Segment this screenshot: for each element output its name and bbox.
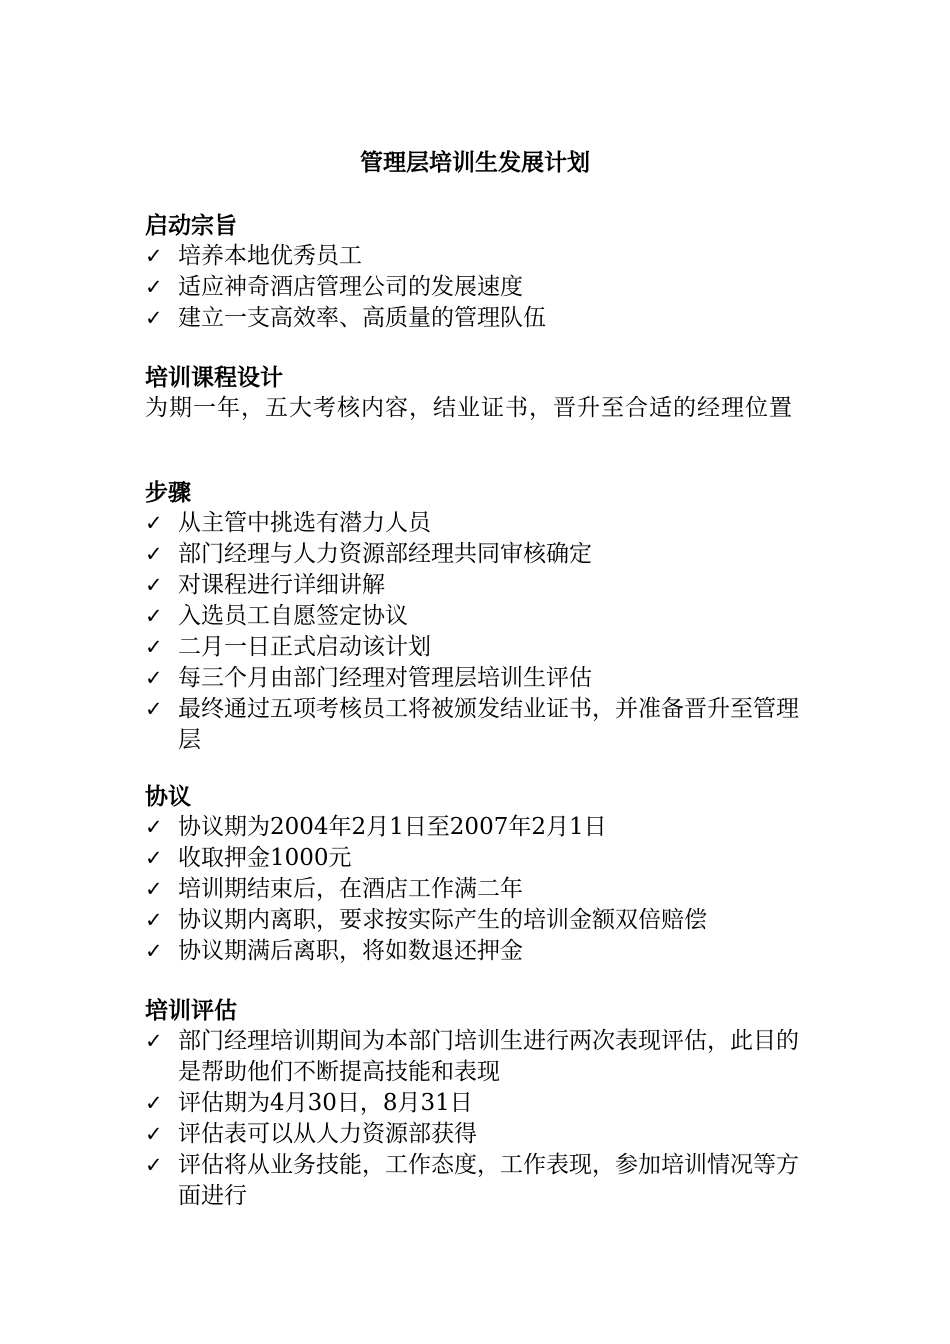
list-item-text: 入选员工自愿签定协议 <box>178 603 408 629</box>
section-heading: 启动宗旨 <box>145 212 237 239</box>
list-item-text: 建立一支高效率、高质量的管理队伍 <box>178 305 546 331</box>
checkmark-icon: ✓ <box>145 1122 163 1146</box>
list-item-text: 协议期内离职，要求按实际产生的培训金额双倍赔偿 <box>178 907 707 933</box>
section-course-design <box>145 362 815 424</box>
checkmark-icon: ✓ <box>145 306 163 330</box>
list-item <box>145 241 815 272</box>
list-item <box>145 1119 815 1150</box>
list-item <box>145 632 815 663</box>
list-item-text: 评估表可以从人力资源部获得 <box>178 1121 477 1147</box>
list-item <box>145 1150 815 1212</box>
list-item <box>145 936 815 967</box>
checkmark-icon: ✓ <box>145 815 163 839</box>
checkmark-icon: ✓ <box>145 1091 163 1115</box>
section-steps <box>145 477 815 756</box>
checkmark-icon: ✓ <box>145 877 163 901</box>
list-item-text: 协议期为2004年2月1日至2007年2月1日 <box>178 814 607 840</box>
list-item-text: 评估期为4月30日，8月31日 <box>178 1090 473 1116</box>
list-item <box>145 539 815 570</box>
list-item-text: 协议期满后离职，将如数退还押金 <box>178 938 523 964</box>
checkmark-icon: ✓ <box>145 666 163 690</box>
list-item <box>145 905 815 936</box>
section-paragraph: 为期一年，五大考核内容，结业证书，晋升至合适的经理位置 <box>145 395 793 421</box>
list-item-text: 每三个月由部门经理对管理层培训生评估 <box>178 665 592 691</box>
list-item <box>145 812 815 843</box>
checkmark-icon: ✓ <box>145 275 163 299</box>
list-item-text: 收取押金1000元 <box>178 845 352 871</box>
list-item-text: 对课程进行详细讲解 <box>178 572 385 598</box>
list-item <box>145 570 815 601</box>
section-heading: 协议 <box>145 783 191 810</box>
checkmark-icon: ✓ <box>145 939 163 963</box>
list-item <box>145 272 815 303</box>
document-title: 管理层培训生发展计划 <box>360 149 590 176</box>
list-item-text: 培训期结束后，在酒店工作满二年 <box>178 876 523 902</box>
section-training-evaluation <box>145 995 815 1212</box>
checkmark-icon: ✓ <box>145 511 163 535</box>
section-heading: 步骤 <box>145 479 191 506</box>
list-item-text: 从主管中挑选有潜力人员 <box>178 510 431 536</box>
checkmark-icon: ✓ <box>145 573 163 597</box>
checkmark-icon: ✓ <box>145 1153 163 1177</box>
checkmark-icon: ✓ <box>145 908 163 932</box>
section-agreement <box>145 781 815 967</box>
list-item-text: 二月一日正式启动该计划 <box>178 634 431 660</box>
list-item-text: 最终通过五项考核员工将被颁发结业证书，并准备晋升至管理层 <box>178 696 799 753</box>
list-item <box>145 1088 815 1119</box>
list-item-text: 部门经理与人力资源部经理共同审核确定 <box>178 541 592 567</box>
list-item <box>145 694 815 756</box>
checkmark-icon: ✓ <box>145 846 163 870</box>
list-item-text: 适应神奇酒店管理公司的发展速度 <box>178 274 523 300</box>
checkmark-icon: ✓ <box>145 635 163 659</box>
checkmark-icon: ✓ <box>145 604 163 628</box>
list-item-text: 评估将从业务技能，工作态度，工作表现，参加培训情况等方面进行 <box>178 1152 799 1209</box>
list-item <box>145 508 815 539</box>
checkmark-icon: ✓ <box>145 1029 163 1053</box>
checkmark-icon: ✓ <box>145 697 163 721</box>
section-heading: 培训课程设计 <box>145 364 283 391</box>
list-item <box>145 843 815 874</box>
list-item <box>145 303 815 334</box>
list-item <box>145 601 815 632</box>
checkmark-icon: ✓ <box>145 542 163 566</box>
list-item <box>145 1026 815 1088</box>
list-item <box>145 874 815 905</box>
checkmark-icon: ✓ <box>145 244 163 268</box>
list-item-text: 培养本地优秀员工 <box>178 243 362 269</box>
section-launch-purpose <box>145 210 815 334</box>
section-heading: 培训评估 <box>145 997 237 1024</box>
list-item <box>145 663 815 694</box>
list-item-text: 部门经理培训期间为本部门培训生进行两次表现评估，此目的是帮助他们不断提高技能和表现 <box>178 1028 799 1085</box>
